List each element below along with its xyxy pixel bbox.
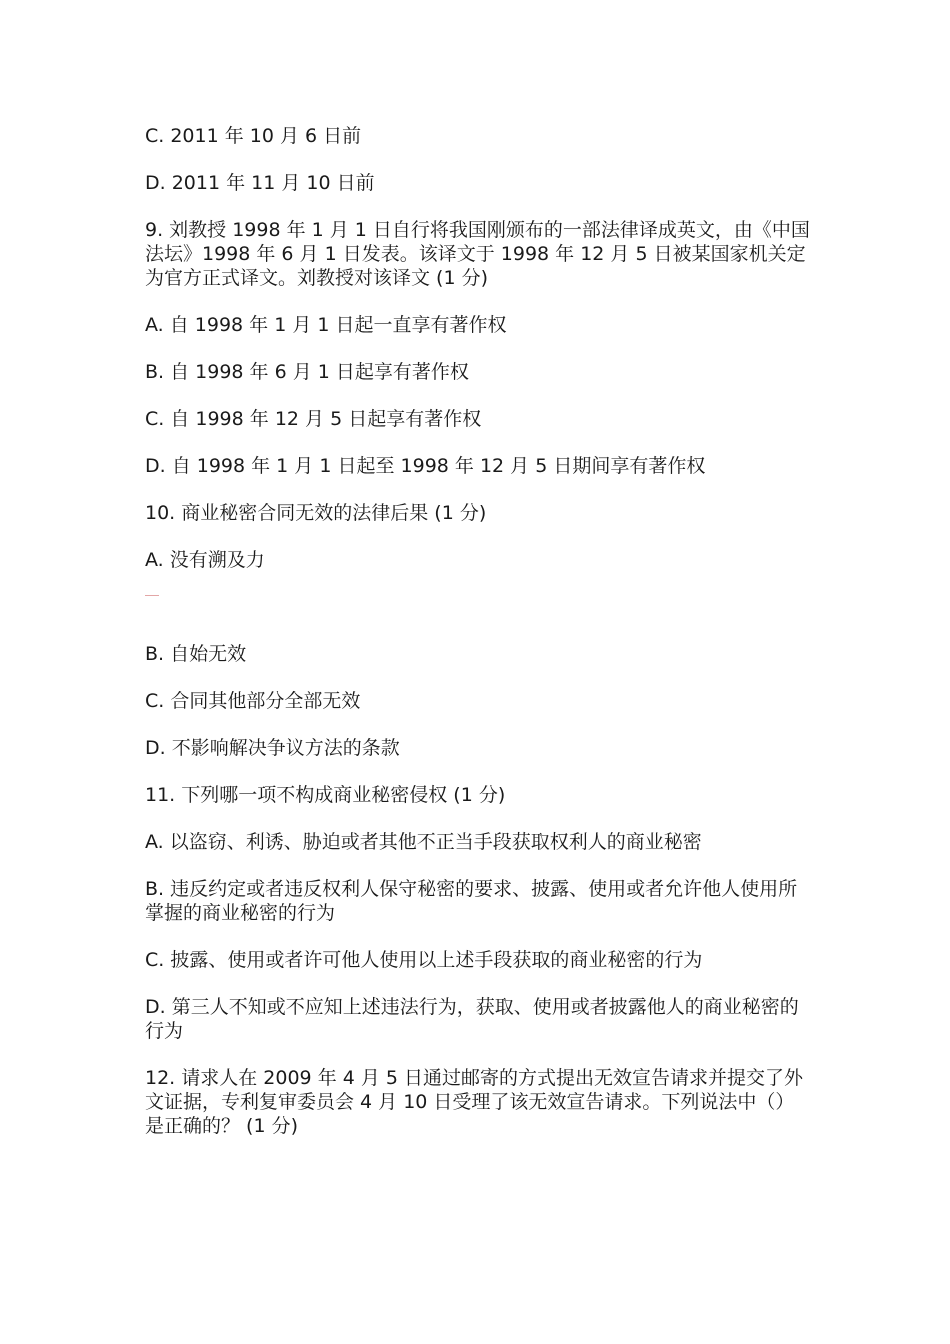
option-a-q9: A. 自 1998 年 1 月 1 日起一直享有著作权 [145, 314, 507, 336]
option-c-q8: C. 2011 年 10 月 6 日前 [145, 125, 362, 147]
option-b-q10: B. 自始无效 [145, 643, 247, 665]
option-c-q9: C. 自 1998 年 12 月 5 日起享有著作权 [145, 408, 482, 430]
option-d-q11: D. 第三人不知或不应知上述违法行为，获取、使用或者披露他人的商业秘密的行为 [145, 996, 799, 1042]
option-c-q10: C. 合同其他部分全部无效 [145, 690, 361, 712]
option-d-q8: D. 2011 年 11 月 10 日前 [145, 172, 375, 194]
question-11: 11. 下列哪一项不构成商业秘密侵权 (1 分) [145, 784, 506, 806]
option-b-q11: B. 违反约定或者违反权利人保守秘密的要求、披露、使用或者允许他人使用所掌握的商业秘密的行为 [145, 878, 798, 924]
option-a-q11: A. 以盗窃、利诱、胁迫或者其他不正当手段获取权利人的商业秘密 [145, 831, 702, 853]
option-a-q10: A. 没有溯及力 [145, 549, 265, 571]
option-c-q11: C. 披露、使用或者许可他人使用以上述手段获取的商业秘密的行为 [145, 949, 703, 971]
question-9: 9. 刘教授 1998 年 1 月 1 日自行将我国刚颁布的一部法律译成英文，由《中国法坛》1998 年 6 月 1 日发表。该译文于 1998 年 12 月 5 日被某国家机关定为官方正式译文。刘教授对该译文 (1 分) [145, 219, 810, 289]
option-d-q9: D. 自 1998 年 1 月 1 日起至 1998 年 12 月 5 日期间享有著作权 [145, 455, 706, 477]
option-d-q10: D. 不影响解决争议方法的条款 [145, 737, 400, 759]
question-10: 10. 商业秘密合同无效的法律后果 (1 分) [145, 502, 487, 524]
separator-mark [145, 595, 159, 596]
question-12: 12. 请求人在 2009 年 4 月 5 日通过邮寄的方式提出无效宣告请求并提交了外文证据，专利复审委员会 4 月 10 日受理了该无效宣告请求。下列说法中（）是正确的？ (1 分) [145, 1067, 804, 1137]
option-b-q9: B. 自 1998 年 6 月 1 日起享有著作权 [145, 361, 469, 383]
document-page [145, 124, 810, 1161]
